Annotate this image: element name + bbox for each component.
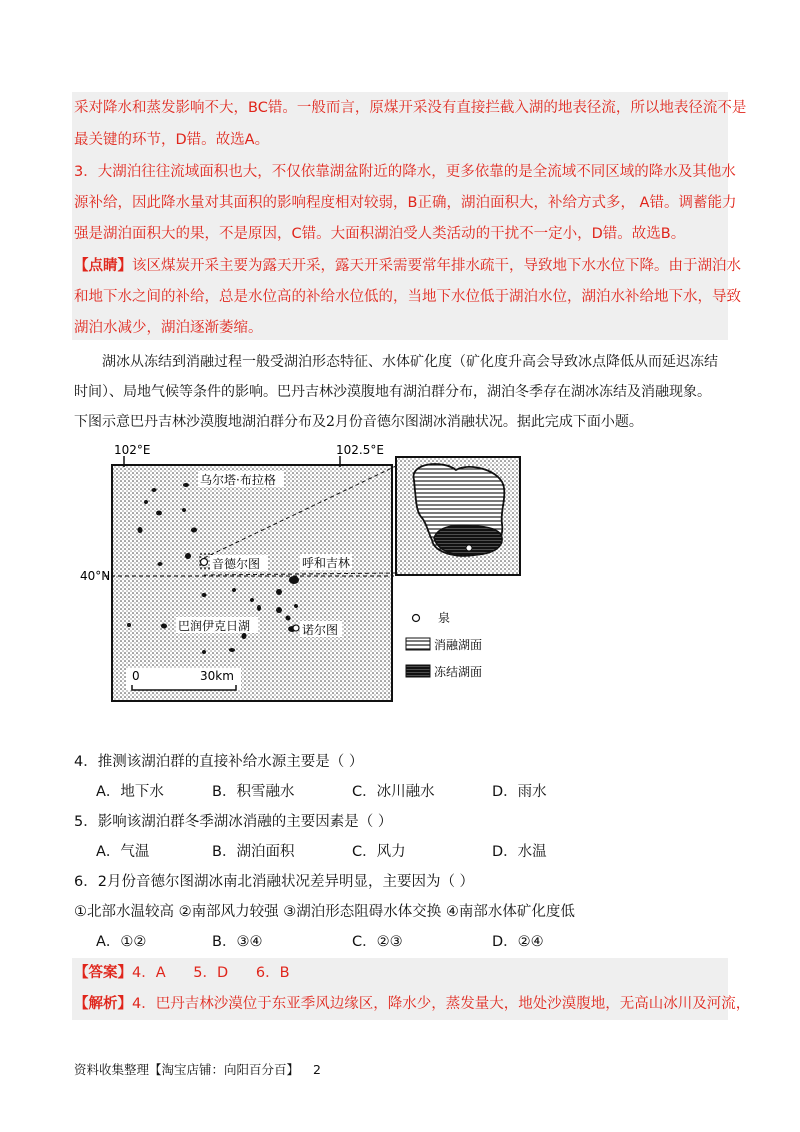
explanation-line: 最关键的环节，D错。故选A。 [74,132,270,148]
longitude-label-right: 102.5°E [336,443,384,457]
analysis-line [74,994,750,1014]
question-6-option-a[interactable]: A．①② [96,934,147,950]
place-label: 诺尔图 [302,623,339,637]
spring-marker [293,625,299,631]
footer-source: 资料收集整理【淘宝店铺：向阳百分百】 [74,1062,300,1077]
explanation-line: 采对降水和蒸发影响不大，BC错。一般而言，原煤开采没有直接拦截入湖的地表径流，所以地表径流不是 [74,100,747,116]
analysis-label: 【解析】 [74,996,132,1012]
question-5-option-c[interactable]: C．风力 [352,844,406,860]
explanation-line: 源补给，因此降水量对其面积的影响程度相对较弱，B正确，湖泊面积大，补给方式多， A错。调蓄能力 [74,195,737,211]
question-5-option-b[interactable]: B．湖泊面积 [212,844,295,860]
tip-text: 该区煤炭开采主要为露天开采，露天开采需要常年排水疏干，导致地下水水位下降。由于湖泊水 [132,258,741,274]
question-5-stem: 5．影响该湖泊群冬季湖冰消融的主要因素是（ ） [74,814,393,830]
question-6-statements: ①北部水温较高 ②南部风力较强 ③湖泊形态阻碍水体交换 ④南部水体矿化度低 [74,904,575,920]
intro-line: 湖冰从冻结到消融过程一般受湖泊形态特征、水体矿化度（矿化度升高会导致冰点降低从而延迟冻结 [102,354,718,370]
latitude-label: 40°N [80,569,111,583]
svg-text:冻结湖面: 冻结湖面 [434,665,483,679]
question-5-option-d[interactable]: D．水温 [492,844,547,860]
explanation-line: 3．大湖泊往往流域面积也大，不仅依靠湖盆附近的降水，更多依靠的是全流域不同区域的降水及其他水 [74,164,736,180]
longitude-label-left: 102°E [114,443,151,457]
question-4-option-b[interactable]: B．积雪融水 [212,784,295,800]
map-legend [406,611,482,679]
svg-text:30km: 30km [200,669,234,683]
explanation-line: 和地下水之间的补给，总是水位高的补给水位低的，当地下水位低于湖泊水位，湖泊水补给地下水，导致 [74,289,741,305]
place-label: 呼和吉林 [302,556,351,570]
main-map-area [112,465,392,701]
tip-line [74,256,741,276]
answer-label: 【答案】 [74,965,132,981]
spring-icon [413,615,420,622]
lake-distribution-map [80,440,524,710]
place-label: 乌尔塔·布拉格 [200,473,276,487]
question-6-option-c[interactable]: C．②③ [352,934,403,950]
answer-line [74,963,290,983]
question-4-option-a[interactable]: A．地下水 [96,784,164,800]
svg-text:0: 0 [132,669,140,683]
svg-text:泉: 泉 [438,611,451,625]
question-4-stem: 4．推测该湖泊群的直接补给水源主要是（ ） [74,754,364,770]
question-4-option-c[interactable]: C．冰川融水 [352,784,435,800]
frozen-lake-icon [406,665,430,677]
intro-line: 下图示意巴丹吉林沙漠腹地湖泊群分布及2月份音德尔图湖冰消融状况。据此完成下面小题。 [74,414,643,430]
place-label: 巴润伊克日湖 [178,619,251,633]
intro-line: 时间）、局地气候等条件的影响。巴丹吉林沙漠腹地有湖泊群分布，湖泊冬季存在湖冰冻结及消融现象。 [74,384,711,400]
explanation-line: 强是湖泊面积大的果，不是原因，C错。大面积湖泊受人类活动的干扰不一定小，D错。故选B。 [74,226,686,242]
analysis-text: 4．巴丹吉林沙漠位于东亚季风边缘区，降水少，蒸发量大，地处沙漠腹地，无高山冰川及河流， [132,996,751,1012]
question-6-option-d[interactable]: D．②④ [492,934,544,950]
question-6-option-b[interactable]: B．③④ [212,934,263,950]
question-6-stem: 6．2月份音德尔图湖冰南北消融状况差异明显，主要因为（ ） [74,874,475,890]
explanation-line: 湖泊水减少，湖泊逐渐萎缩。 [74,320,263,336]
svg-text:消融湖面: 消融湖面 [434,638,483,652]
answer-text: 4．A 5．D 6．B [132,965,290,981]
page-number: 2 [313,1062,321,1077]
scale-bar [126,668,241,690]
melting-lake-icon [406,638,430,650]
spring-marker [201,559,208,566]
place-label: 音德尔图 [212,557,261,571]
question-5-option-a[interactable]: A．气温 [96,844,150,860]
question-4-option-d[interactable]: D．雨水 [492,784,547,800]
tip-label: 【点睛】 [74,258,132,274]
page-footer [74,1060,321,1078]
